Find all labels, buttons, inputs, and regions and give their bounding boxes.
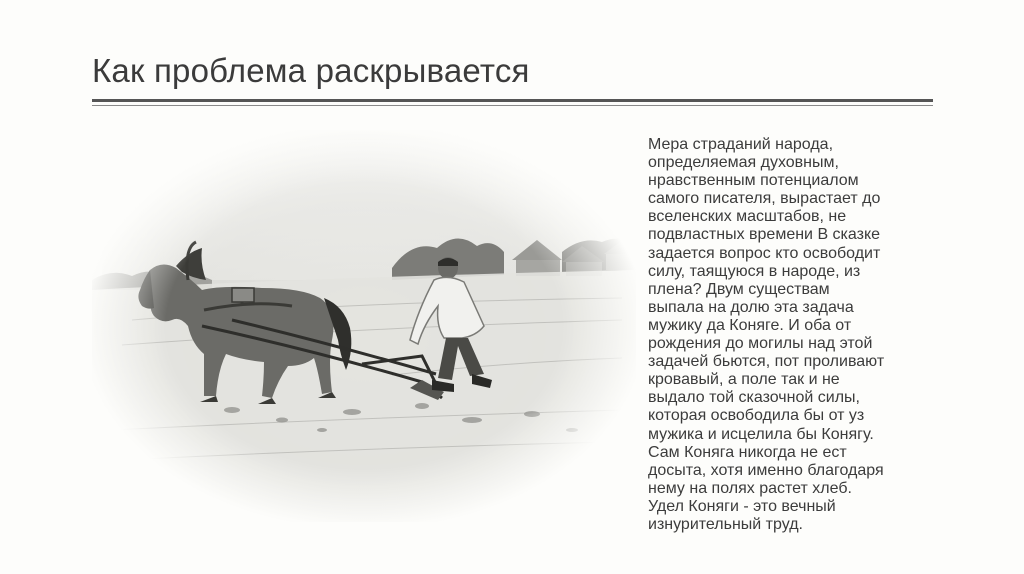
body-text-line: Мера страданий народа, <box>648 136 834 153</box>
title-underline-thick <box>92 99 933 102</box>
body-text-line: мужика и исцелила бы Конягу. <box>648 425 874 443</box>
body-text-line: выдало той сказочной силы, <box>648 389 860 407</box>
body-text-line: плена? Двум существам <box>648 280 830 298</box>
body-text-line: нему на полях растет хлеб. <box>648 479 852 497</box>
body-text-line: самого писателя, вырастает до <box>648 190 881 208</box>
body-text <box>648 136 938 534</box>
slide-title: Как проблема раскрывается <box>92 52 530 89</box>
plowing-illustration <box>92 130 636 522</box>
title-underline-thin <box>92 105 933 106</box>
body-text-line: мужику да Коняге. И оба от <box>648 316 852 334</box>
vignette-fade <box>92 130 636 522</box>
body-text-line: которая освободила бы от уз <box>648 407 865 425</box>
body-text-line: Удел Коняги - это вечный <box>648 497 836 515</box>
body-text-line: задачей бьются, пот проливают <box>648 353 885 371</box>
body-text-line: досыта, хотя именно благодаря <box>648 461 884 479</box>
body-text-line: кровавый, а поле так и не <box>648 371 840 389</box>
body-text-line: силу, таящуюся в народе, из <box>648 262 861 280</box>
body-text-line: задается вопрос кто освободит <box>648 244 881 262</box>
body-text-line: рождения до могилы над этой <box>648 335 873 353</box>
body-text-line: выпала на долю эта задача <box>648 298 854 316</box>
body-text-line: изнурительный труд. <box>648 515 803 533</box>
body-text-line: определяемая духовным, <box>648 154 839 172</box>
body-text-line: подвластных времени В сказке <box>648 226 881 244</box>
body-text-line: нравственным потенциалом <box>648 172 859 190</box>
body-text-line: вселенских масштабов, не <box>648 208 847 226</box>
body-text-line: Сам Коняга никогда не ест <box>648 443 847 461</box>
